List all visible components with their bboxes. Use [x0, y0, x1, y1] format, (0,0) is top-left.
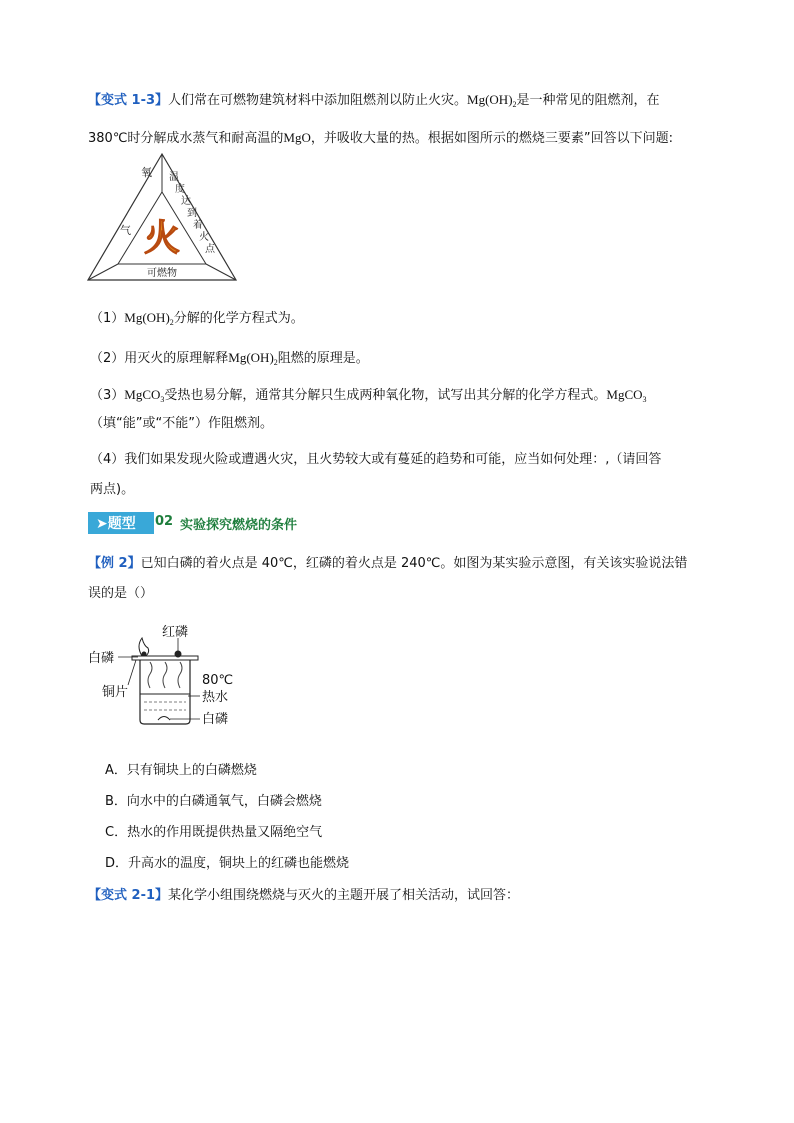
example-2-line2: 误的是（） [88, 586, 154, 601]
temp-char-5: 火 [199, 232, 209, 243]
question-4-line1: （4）我们如果发现火险或遭遇火灾，且火势较大或有蔓延的趋势和可能，应当如何处理：,（请回答 [90, 452, 662, 467]
option-b: B．向水中的白磷通氧气，白磷会燃烧 [105, 794, 322, 809]
fuel-label: 可燃物 [147, 268, 177, 279]
question-2: （2）用灭火的原理解释$Mg(OH)_2$阻燃的原理是。 [90, 350, 369, 367]
question-4-line2: 两点)。 [90, 482, 135, 497]
copper-plate-label: 铜片 [102, 685, 129, 700]
oxygen-label: 氧 [141, 166, 152, 179]
variant-1-3-tag: 【变式 1-3】 [88, 93, 169, 108]
question-3-line2: （填“能”或“不能”）作阻燃剂。 [90, 416, 273, 431]
section-banner: ➤题型 [88, 512, 154, 534]
beaker-experiment-diagram [88, 620, 248, 732]
fire-glyph: 火 [143, 218, 181, 259]
gas-label: 气 [120, 224, 131, 237]
temp-char-0: 温 [169, 172, 179, 183]
red-phosphorus-label: 红磷 [162, 625, 189, 640]
example-2-tag: 【例 2】 [88, 556, 141, 571]
white-phosphorus-top-label: 白磷 [88, 651, 115, 666]
temperature-label: 80℃ [202, 673, 234, 688]
question-3-line1: （3）MgCO$_3$受热也易分解，通常其分解只生成两种氧化物，试写出其分解的化学方程式。MgCO$_3$ [90, 387, 647, 404]
option-c: C．热水的作用既提供热量又隔绝空气 [105, 825, 323, 840]
variant-1-3-line2: 380℃时分解成水蒸气和耐高温的MgO，并吸收大量的热。根据如图所示的燃烧三要素”回答以下问题: [88, 130, 673, 146]
option-a: A．只有铜块上的白磷燃烧 [105, 763, 257, 778]
section-title: 实验探究燃烧的条件 [180, 518, 298, 533]
example-2-line1: 【例 2】已知白磷的着火点是 40℃，红磷的着火点是 240℃。如图为某实验示意图，有关该实验说法错 [88, 556, 688, 571]
question-1: $(1)Mg(OH)_2$分解的化学方程式为。 [90, 310, 304, 327]
temp-char-6: 点 [205, 244, 215, 255]
variant-1-3-line1: 【变式 1-3】人们常在可燃物建筑材料中添加阻燃剂以防止火灾。$Mg(OH)_2$是一种常见的阻燃剂，在 [88, 92, 660, 109]
section-number: 02 [155, 514, 174, 529]
temp-char-1: 度 [175, 184, 185, 195]
mgo-formula: MgO [283, 130, 311, 145]
fire-triangle-diagram [86, 150, 238, 284]
option-d: D．升高水的温度，铜块上的红磷也能燃烧 [105, 856, 350, 871]
hot-water-label: 热水 [202, 690, 229, 705]
white-phosphorus-bottom-label: 白磷 [202, 712, 229, 727]
temp-char-2: 达 [181, 196, 191, 207]
variant-2-1-tag: 【变式 2-1】 [88, 888, 169, 903]
mgoh2-formula: $Mg(OH)_2$ [467, 92, 517, 109]
temp-char-4: 着 [193, 220, 203, 231]
temp-char-3: 到 [187, 208, 197, 219]
variant-2-1: 【变式 2-1】某化学小组围绕燃烧与灭火的主题开展了相关活动，试回答： [88, 888, 520, 903]
